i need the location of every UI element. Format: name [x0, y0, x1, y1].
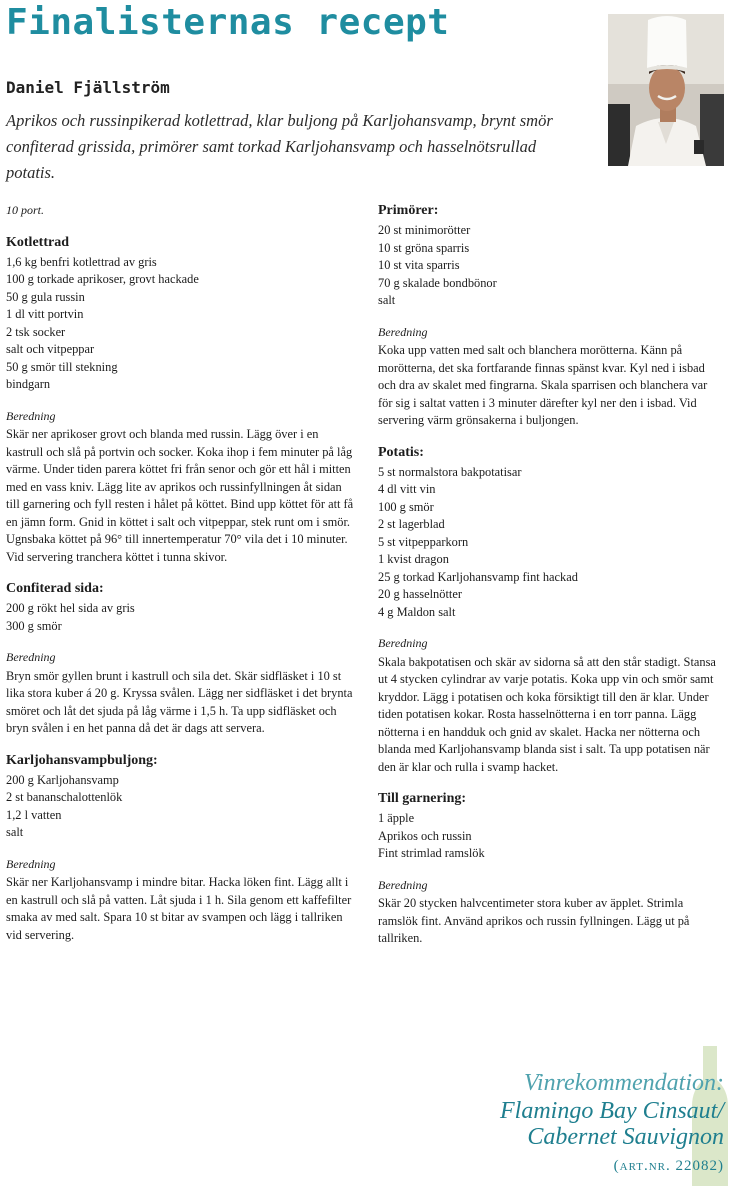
chef-portrait-image	[608, 14, 724, 166]
ingredient-item: 300 g smör	[6, 618, 62, 633]
ingredient-item: 2 st lagerblad	[378, 517, 445, 531]
preparation-heading: Beredning	[6, 856, 56, 871]
ingredient-item: 1 äpple	[378, 811, 415, 825]
preparation-text: Skär ner Karljohansvamp i mindre bitar. Hacka löken fint. Lägg allt i en kastrull och slå på vatten. Låt sjuda i 1 h. Sila genom ett kaffefilter smaka av med salt. Spara 10 st bitar av svampen och lägg i tallriken vid servering.	[6, 875, 352, 942]
recipe-section	[378, 202, 718, 430]
ingredient-item: 1,2 l vatten	[6, 807, 62, 822]
recipe-section	[378, 790, 718, 948]
preparation-text: Koka upp vatten med salt och blanchera morötterna. Känn på morötterna, det ska fortfarande finnas spänst kvar. Kyl ned i isbad och dra av skalet med fingrarna. Skala sparrisen och blanchera var för sig i saltat vatten i 3 minuter därefter kyl ner den i isbad. Vid servering värm grönsakerna i buljongen.	[378, 343, 708, 427]
recipe-intro: Aprikos och russinpikerad kotlettrad, klar buljong på Karljohansvamp, brynt smör confiterad grissida, primörer samt torkad Karljohansvamp och hasselnötsrullad potatis.	[6, 111, 553, 182]
ingredient-item: 5 st vitpepparkorn	[378, 534, 469, 549]
ingredient-item: salt och vitpeppar	[6, 342, 95, 356]
section-heading: Till garnering:	[378, 791, 467, 806]
preparation-text: Bryn smör gyllen brunt i kastrull och sila det. Skär sidfläsket i 10 st lika stora kuber á 20 g. Kryssa svålen. Lägg ner sidfläsket i det brynta smöret och låt det sjuda på låg värme i 1,5 h. Ta upp sidfläsket och bryn svålen i en het panna då det är dags att servera.	[6, 668, 353, 735]
ingredient-item: 200 g rökt hel sida av gris	[6, 601, 135, 615]
section-heading: Primörer:	[378, 203, 439, 218]
ingredient-list	[6, 772, 356, 842]
ingredient-item: 20 st minimorötter	[378, 223, 471, 237]
ingredient-item: 20 g hasselnötter	[378, 587, 462, 601]
section-heading: Karljohansvampbuljong:	[6, 752, 158, 768]
ingredient-item: 1 dl vitt portvin	[6, 307, 84, 321]
section-heading: Confiterad sida:	[6, 581, 104, 596]
ingredient-list	[6, 600, 356, 635]
preparation-heading: Beredning	[378, 877, 428, 892]
ingredient-list	[378, 810, 718, 863]
ingredient-item: 1,6 kg benfri kotlettrad av gris	[6, 254, 157, 269]
ingredient-item: 5 st normalstora bakpotatisar	[378, 464, 522, 479]
ingredient-item: bindgarn	[6, 377, 51, 391]
recipe-section	[6, 234, 356, 567]
recipe-section	[6, 580, 356, 738]
ingredient-item: 200 g Karljohansvamp	[6, 772, 119, 787]
wine-recommendation	[500, 1068, 724, 1175]
wine-article-number: (art.nr. 22082)	[613, 1158, 724, 1174]
ingredient-item: 2 tsk socker	[6, 324, 66, 339]
recipe-section	[378, 444, 718, 777]
ingredient-item: 100 g torkade aprikoser, grovt hackade	[6, 272, 199, 286]
right-column	[378, 202, 718, 962]
preparation-heading: Beredning	[378, 324, 428, 339]
ingredient-item: 10 st gröna sparris	[378, 240, 470, 255]
section-heading: Kotlettrad	[6, 234, 69, 250]
ingredient-item: salt	[378, 293, 396, 307]
ingredient-item: 25 g torkad Karljohansvamp fint hackad	[378, 569, 578, 584]
ingredient-list	[378, 222, 718, 310]
ingredient-item: 4 dl vitt vin	[378, 482, 436, 496]
ingredient-list	[378, 464, 718, 622]
wine-name-line2: Cabernet Sauvignon	[527, 1124, 724, 1150]
section-heading: Potatis:	[378, 444, 424, 460]
wine-name-line1: Flamingo Bay Cinsaut/	[500, 1098, 724, 1124]
wine-label: Vinrekommendation:	[524, 1070, 724, 1096]
ingredient-item: 10 st vita sparris	[378, 258, 460, 272]
ingredient-item: 2 st bananschalottenlök	[6, 790, 123, 804]
preparation-heading: Beredning	[378, 636, 428, 650]
ingredient-item: Fint strimlad ramslök	[378, 846, 485, 860]
portions: 10 port.	[6, 203, 45, 217]
left-column	[6, 202, 356, 958]
ingredient-item: 50 g gula russin	[6, 289, 85, 304]
recipe-section	[6, 752, 356, 945]
ingredient-list	[6, 254, 356, 394]
preparation-text: Skala bakpotatisen och skär av sidorna så att den står stadigt. Stansa ut 4 stycken cylindrar av varje potatis. Koka upp vin och smör samt kryddor. Lägg i potatisen och koka försiktigt till den är klar. Under tiden potatisen kokar. Rosta hasselnötterna i en torr panna. Lägg nötterna i en handduk och gnid av skalet. Hacka ner nötterna och blanda med Karljohansvamp blanda sist i salt. Ta upp potatisen när den är klar och rulla i svamp hacket.	[378, 654, 716, 774]
ingredient-item: 1 kvist dragon	[378, 552, 449, 566]
ingredient-item: 70 g skalade bondbönor	[378, 275, 497, 290]
preparation-heading: Beredning	[6, 408, 56, 423]
ingredient-item: Aprikos och russin	[378, 828, 472, 843]
chef-photo	[608, 14, 724, 166]
ingredient-item: 100 g smör	[378, 499, 434, 514]
chef-name: Daniel Fjällström	[6, 78, 170, 97]
ingredient-item: 50 g smör till stekning	[6, 359, 118, 374]
preparation-heading: Beredning	[6, 650, 56, 664]
preparation-text: Skär ner aprikoser grovt och blanda med russin. Lägg över i en kastrull och slå på portvin och socker. Koka ihop i fem minuter på låg värme. Under tiden parera köttet fri från senor och gör ett hål i mitten med en vass kniv. Lägg lite av aprikos och russinfyllningen åt sidan till garnering och fyll resten i hålet på köttet. Bind upp köttet för att få en jämn form. Gnid in köttet i salt och vitpeppar, stek runt om i smör. Ugnsbaka köttet på 96° till innertemperatur 70° vila det i 10 minuter. Vid servering tranchera köttet i tunna skivor.	[6, 427, 354, 564]
preparation-text: Skär 20 stycken halvcentimeter stora kuber av äpplet. Strimla ramslök fint. Använd aprikos och russin fyllningen. Lägg ut på tallriken.	[378, 896, 690, 945]
ingredient-item: 4 g Maldon salt	[378, 604, 456, 619]
page-title: Finalisternas recept	[6, 2, 450, 43]
ingredient-item: salt	[6, 825, 24, 839]
